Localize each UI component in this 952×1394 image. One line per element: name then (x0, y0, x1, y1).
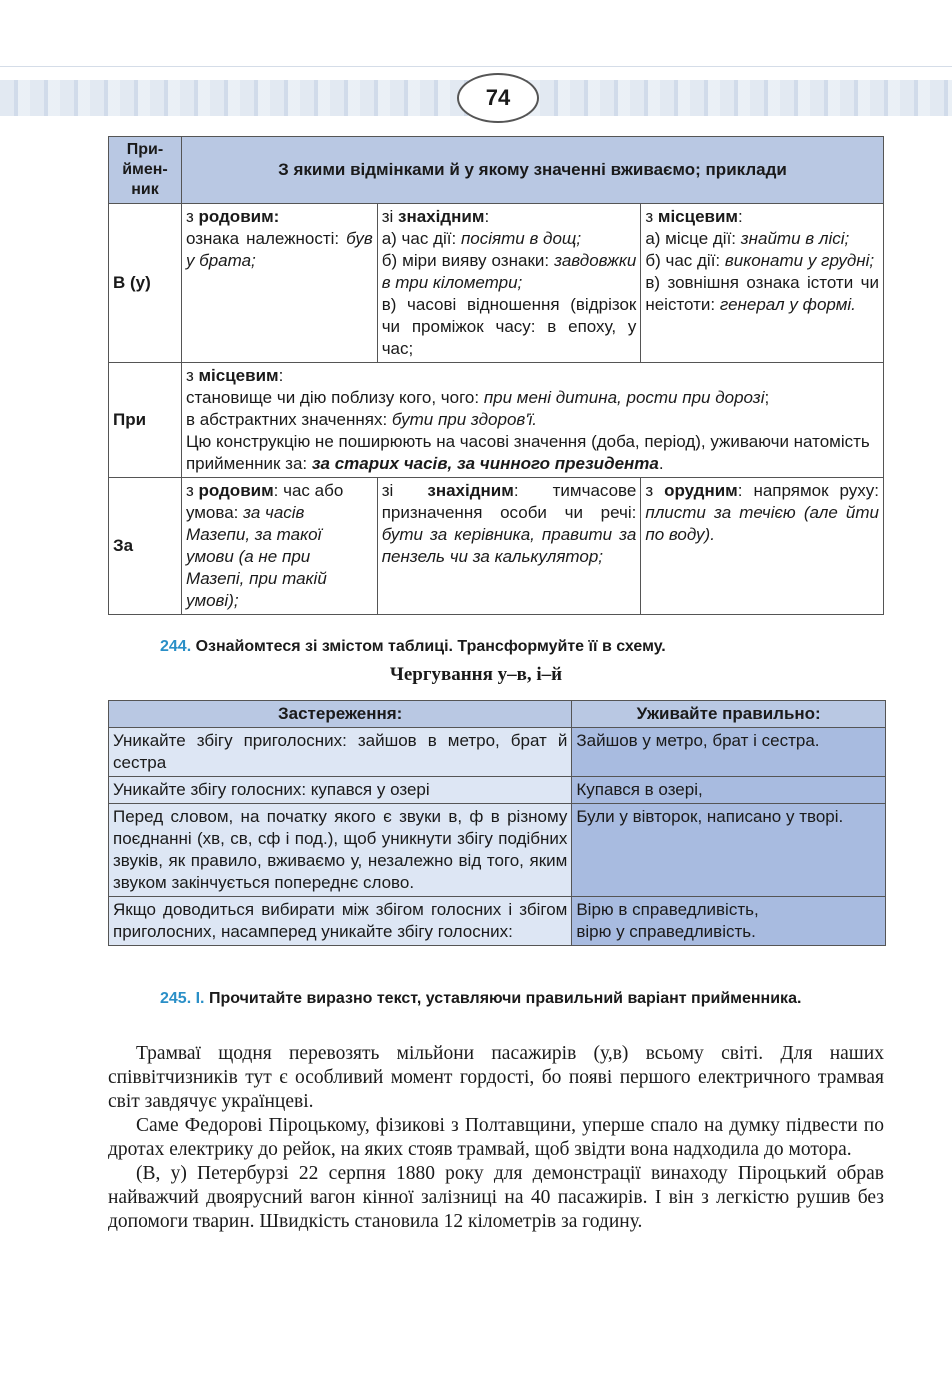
text: в) часові відношення (відрізок чи проміжок часу: (381, 295, 637, 336)
table-row (109, 728, 886, 777)
text: зі (381, 207, 398, 226)
table-row (109, 204, 884, 363)
warning-cell: Уникайте збігу голосних: купався у озері (109, 777, 572, 804)
text: а) час дії: (381, 229, 461, 248)
page-number: 74 (457, 73, 539, 123)
table-row (109, 363, 884, 478)
case-name: місцевим (657, 207, 739, 226)
text: б) час дії: (645, 251, 725, 270)
correct-cell: Купався в озері, (572, 777, 886, 804)
example: завдовжки в три кілометри; (381, 251, 637, 292)
paragraph: Трамваї щодня перевозять мільйони пасажирів (у,в) всьому світі. Для наших співвітчизників тут є особливий момент гордості, бо появі першого електричного трамвая світ завдячує українцеві. (108, 1043, 884, 1112)
case-cell (181, 478, 377, 615)
case-cell (641, 204, 884, 363)
text: б) міри вияву ознаки: (381, 251, 555, 270)
case-cell (641, 478, 884, 615)
table-header-row (109, 701, 886, 728)
example: був у брата; (185, 229, 373, 270)
case-name: знахідним (398, 207, 485, 226)
text: : (738, 207, 743, 226)
correct-cell: Були у вівторок, написано у творі. (572, 804, 886, 897)
text: : тимчасове призначення особи чи речі: (381, 481, 637, 522)
text: ознака належності: (185, 229, 347, 248)
case-cell (377, 204, 641, 363)
paragraph: (В, у) Петербурзі 22 серпня 1880 року для демонстрації винаходу Піроцький обрав найважчий двоярусний вагон кінної залізниці на 40 пасажирів. І він з легкістю рушив без допомоги тварин. Швидкість становила 12 кілометрів за годину. (108, 1163, 884, 1232)
text: становище чи дію поблизу кого, чого: (185, 388, 484, 407)
usage-cell: з місцевим: становище чи дію поблизу кого, чого: при мені дитина, рости при дорозі; в абстрактних значеннях: бути при здоров'ї. Цю конструкцію не поширюють на часові значення (доба, період), уживаючи натомість прийменник за: за старих часів, за чинного президента. (181, 363, 883, 478)
correct-cell: Вірю в справедливість, вірю у справедливість. (572, 897, 886, 946)
table-row (109, 897, 886, 946)
example: при мені дитина, рости при дорозі (483, 388, 765, 407)
example: за часів Мазепи, за такої умови (а не при Мазепі, при такій умові); (185, 503, 327, 610)
alternation-table (108, 700, 886, 946)
text: з (645, 207, 658, 226)
example: плисти за течією (але йти по воду). (645, 503, 879, 544)
task-number: 245. І. (160, 990, 205, 1007)
example: в епоху, у час; (381, 317, 637, 358)
case-cell (377, 478, 641, 615)
example: бути за керівника, правити за пензель чи за калькулятор; (381, 525, 637, 566)
paragraph: Саме Федорові Піроцькому, фізикові з Полтавщини, уперше спало на думку підвести по дротах електрику до рейок, на яких стояв трамвай, щоб звідти вона надходила до мотора. (108, 1115, 884, 1160)
table-title: Чергування у–в, і–й (389, 664, 563, 685)
example: виконати у грудні; (724, 251, 875, 270)
text: : напрямок руху: (737, 481, 879, 500)
case-name: знахідним (427, 481, 514, 500)
warning-cell: Перед словом, на початку якого є звуки в, ф в різному поєднанні (хв, св, сф і под.), щоб уникнути збігу подібних звуків, як правило, вживаємо у, незалежно від того, яким звуком закінчується попереднє слово. (109, 804, 572, 897)
preposition-cell: В (у) (109, 204, 182, 363)
case-cell (181, 204, 377, 363)
text: зі (381, 481, 428, 500)
text: : (278, 366, 284, 385)
header-description: З якими відмінками й у якому значенні вживаємо; приклади (181, 137, 883, 204)
text: : (484, 207, 490, 226)
example: за старих часів, за чинного президента (311, 454, 659, 473)
case-name: родовим (198, 481, 274, 500)
task-text: Ознайомтеся зі змістом таблиці. Трансформуйте її в схему. (195, 638, 666, 655)
prepositions-table (108, 136, 884, 615)
table-row (109, 777, 886, 804)
preposition-cell: За (109, 478, 182, 615)
text: : час або умова: (185, 481, 344, 522)
text: в) зовнішня ознака істоти чи неістоти: (645, 273, 879, 314)
text: Цю конструкцію не поширюють на часові значення (доба, період), уживаючи натомість прийменник за: (185, 432, 870, 473)
warning-cell: Якщо доводиться вибирати між збігом голосних і збігом приголосних, насамперед уникайте збігу голосних: (109, 897, 572, 946)
task-244 (160, 638, 666, 656)
task-number: 244. (160, 638, 192, 655)
task-text: Прочитайте виразно текст, уставляючи правильний варіант прийменника. (208, 990, 802, 1007)
table-header-row (109, 137, 884, 204)
warning-cell: Уникайте збігу приголосних: зайшов в метро, брат й сестра (109, 728, 572, 777)
header-warning: Застереження: (109, 701, 572, 728)
case-name: орудним (664, 481, 738, 500)
case-name: місцевим (198, 366, 279, 385)
text: а) місце дії: (645, 229, 741, 248)
header-line (0, 66, 952, 67)
header-preposition: При- ймен- ник (109, 137, 182, 204)
example: посіяти в дощ; (460, 229, 582, 248)
table-row (109, 478, 884, 615)
preposition-cell: При (109, 363, 182, 478)
task-245 (160, 988, 884, 1010)
text: з (185, 366, 199, 385)
example: генерал у формі. (719, 295, 856, 314)
correct-cell: Зайшов у метро, брат і сестра. (572, 728, 886, 777)
text: в абстрактних значеннях: (185, 410, 392, 429)
table-row (109, 804, 886, 897)
reading-text (108, 1042, 884, 1234)
example: знайти в лісі; (740, 229, 850, 248)
text: з (185, 481, 199, 500)
example: бути при здоров'ї. (391, 410, 538, 429)
header-correct: Уживайте правильно: (572, 701, 886, 728)
text: з (185, 207, 199, 226)
text: з (645, 481, 665, 500)
case-name: родовим: (198, 207, 280, 226)
